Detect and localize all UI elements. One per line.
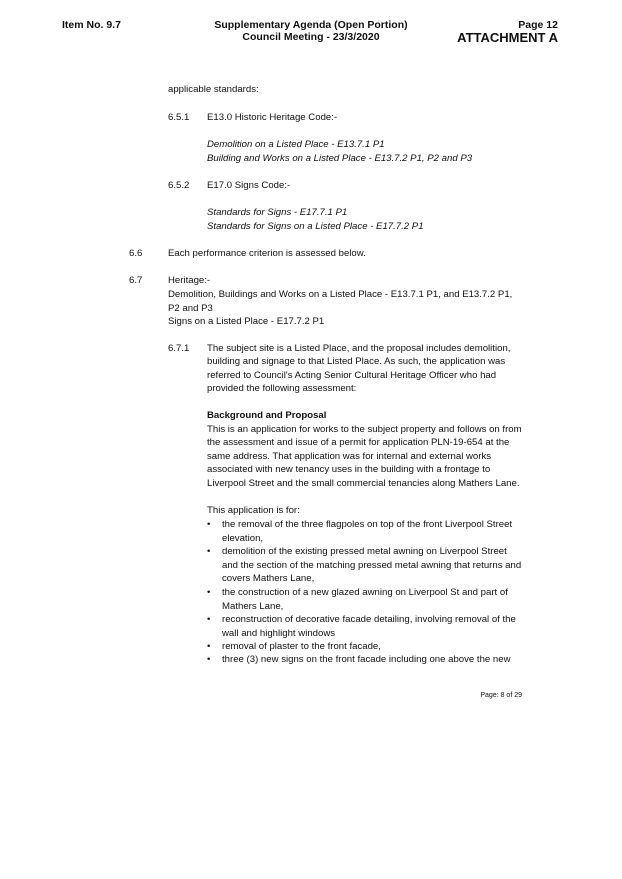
list-intro: This application is for: bbox=[207, 505, 300, 516]
section-line: P2 and P3 bbox=[168, 303, 213, 314]
section-title: E13.0 Historic Heritage Code:- bbox=[207, 112, 338, 123]
paragraph-line: associated with new tenancy uses in the building with a frontage to bbox=[207, 464, 491, 475]
list-item: demolition of the existing pressed metal awning on Liverpool Street and the section of the matching pressed metal awning that returns and covers Mathers Lane, bbox=[222, 546, 522, 585]
list-item: removal of plaster to the front facade, bbox=[222, 641, 381, 652]
meeting-date: Council Meeting - 23/3/2020 bbox=[242, 31, 380, 43]
section-line: Heritage:- bbox=[168, 275, 211, 286]
section-number: 6.5.2 bbox=[168, 180, 190, 191]
intro-text: applicable standards: bbox=[168, 84, 259, 95]
paragraph-line: the assessment and issue of a permit for application PLN-19-654 at the bbox=[207, 437, 510, 448]
paragraph-line: Liverpool Street and the small commercial tenancies along Mathers Lane. bbox=[207, 478, 520, 489]
paragraph-line: This is an application for works to the subject property and follows on from bbox=[207, 424, 522, 435]
section-line: Signs on a Listed Place - E17.7.2 P1 bbox=[168, 316, 325, 327]
section-number: 6.7 bbox=[129, 275, 143, 286]
list-item: the removal of the three flagpoles on top of the front Liverpool Street elevation, bbox=[222, 519, 513, 544]
paragraph-line: referred to Council's Acting Senior Cultural Heritage Officer who had bbox=[207, 370, 497, 381]
code-line: Building and Works on a Listed Place - E13.7.2 P1, P2 and P3 bbox=[207, 153, 473, 164]
attachment-label: ATTACHMENT A bbox=[457, 30, 558, 45]
list-item: reconstruction of decorative facade detailing, involving removal of the wall and highlight windows bbox=[222, 614, 516, 639]
paragraph-line: same address. That application was for internal and external works bbox=[207, 451, 492, 462]
section-number: 6.7.1 bbox=[168, 343, 190, 354]
bullet-icon: • bbox=[207, 614, 211, 625]
code-line: Standards for Signs on a Listed Place - E17.7.2 P1 bbox=[207, 221, 424, 232]
page-label: Page 12 bbox=[518, 19, 558, 31]
bullet-icon: • bbox=[207, 641, 211, 652]
page-footer: Page: 8 of 29 bbox=[480, 692, 522, 699]
section-number: 6.6 bbox=[129, 248, 143, 259]
bullet-icon: • bbox=[207, 587, 211, 598]
item-number: Item No. 9.7 bbox=[62, 19, 121, 31]
section-line: Demolition, Buildings and Works on a Listed Place - E13.7.1 P1, and E13.7.2 P1, bbox=[168, 289, 513, 300]
list-item: three (3) new signs on the front facade including one above the new bbox=[222, 654, 511, 665]
section-text: Each performance criterion is assessed below. bbox=[168, 248, 366, 259]
paragraph-line: building and signage to that Listed Place. As such, the application was bbox=[207, 356, 506, 367]
bullet-icon: • bbox=[207, 519, 211, 530]
paragraph-line: The subject site is a Listed Place, and the proposal includes demolition, bbox=[207, 343, 511, 354]
bullet-icon: • bbox=[207, 654, 211, 665]
section-title: E17.0 Signs Code:- bbox=[207, 180, 291, 191]
code-line: Demolition on a Listed Place - E13.7.1 P1 bbox=[207, 139, 385, 150]
code-line: Standards for Signs - E17.7.1 P1 bbox=[207, 207, 348, 218]
list-item: the construction of a new glazed awning on Liverpool St and part of Mathers Lane, bbox=[222, 587, 508, 612]
bullet-icon: • bbox=[207, 546, 211, 557]
paragraph-line: provided the following assessment: bbox=[207, 383, 357, 394]
agenda-title: Supplementary Agenda (Open Portion) bbox=[214, 19, 408, 31]
subheading: Background and Proposal bbox=[207, 410, 327, 421]
section-number: 6.5.1 bbox=[168, 112, 190, 123]
